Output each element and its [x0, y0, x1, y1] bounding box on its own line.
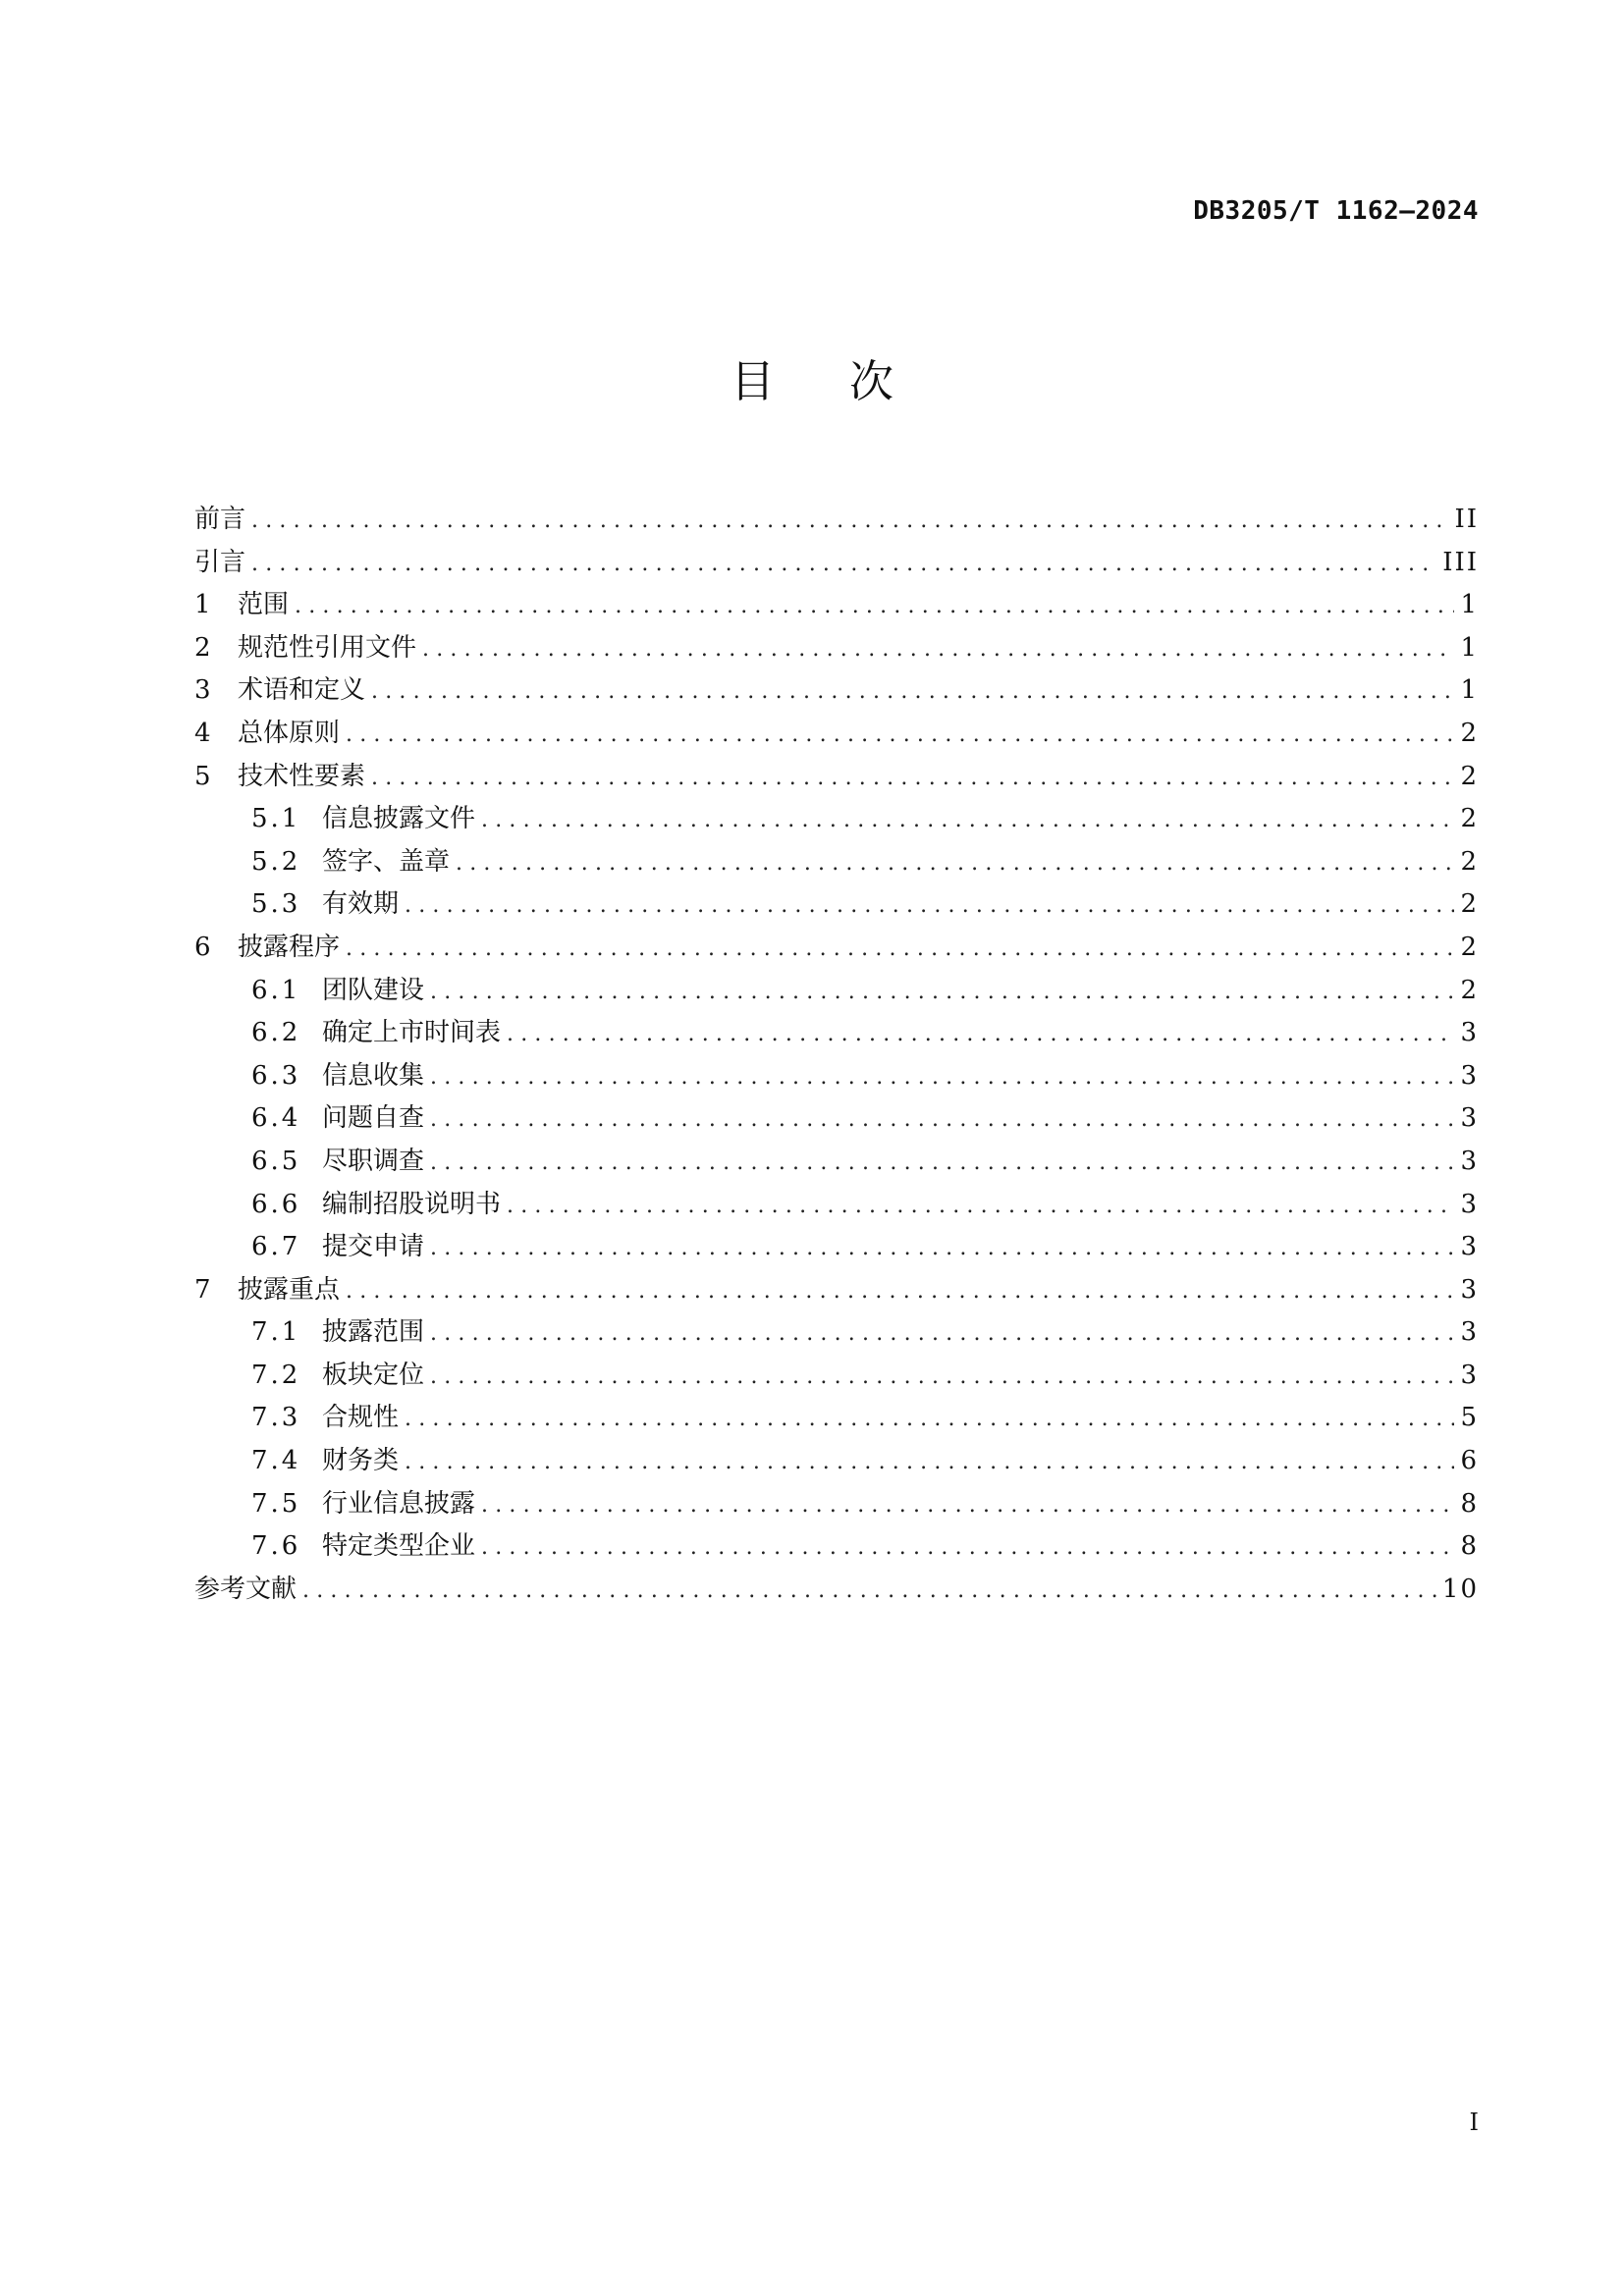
toc-entry-title: 前言: [194, 505, 246, 534]
toc-leader-dots: [430, 1227, 1454, 1270]
toc-entry-title: 有效期: [322, 889, 400, 920]
toc-entry-page: 5: [1460, 1403, 1479, 1433]
toc-entry-title: 引言: [194, 547, 246, 577]
toc-entry-number: 6.5: [251, 1146, 301, 1176]
toc-entry-title: 范围: [238, 590, 290, 620]
toc-leader-dots: [507, 1185, 1454, 1228]
toc-entry-page: 3: [1460, 1317, 1479, 1348]
toc-leader-dots: [251, 543, 1436, 586]
toc-entry[interactable]: [194, 927, 1479, 970]
toc-entry[interactable]: [194, 627, 1479, 670]
toc-entry-title: 提交申请: [322, 1232, 425, 1262]
toc-entry-page: 2: [1460, 932, 1479, 962]
toc-entry-title: 合规性: [322, 1403, 400, 1433]
toc-entry[interactable]: [194, 584, 1479, 627]
toc-leader-dots: [405, 1441, 1454, 1484]
toc-entry-number: 6.6: [251, 1189, 301, 1219]
toc-entry[interactable]: [194, 1184, 1479, 1227]
toc-entry[interactable]: [194, 499, 1479, 542]
toc-leader-dots: [295, 585, 1454, 628]
toc-leader-dots: [371, 757, 1454, 800]
toc-entry-number: 7.2: [251, 1360, 301, 1390]
toc-entry-title: 编制招股说明书: [322, 1189, 502, 1219]
toc-entry-page: 3: [1460, 1103, 1479, 1134]
toc-leader-dots: [481, 1526, 1454, 1570]
toc-entry[interactable]: [194, 798, 1479, 841]
toc-entry-page: 2: [1460, 889, 1479, 920]
toc-entry-number: 7.6: [251, 1531, 301, 1562]
toc-leader-dots: [346, 928, 1454, 971]
toc-entry[interactable]: [194, 1226, 1479, 1269]
toc-entry-page: 3: [1460, 1232, 1479, 1262]
toc-entry-page: 3: [1460, 1189, 1479, 1219]
toc-entry-title: 行业信息披露: [322, 1488, 476, 1519]
document-code: DB3205/T 1162—2024: [1193, 196, 1479, 226]
toc-entry-number: 2: [194, 632, 211, 663]
toc-leader-dots: [456, 842, 1454, 885]
toc-leader-dots: [430, 1356, 1454, 1399]
toc-entry-number: 3: [194, 675, 211, 706]
toc-leader-dots: [481, 799, 1454, 842]
toc-entry-number: 1: [194, 590, 211, 620]
toc-entry-page: 6: [1460, 1446, 1479, 1476]
toc-entry[interactable]: [194, 1311, 1479, 1355]
toc-entry-title: 信息披露文件: [322, 804, 476, 834]
toc-entry-page: 1: [1460, 590, 1479, 620]
toc-entry-number: 6.4: [251, 1103, 301, 1134]
toc-entry-number: 5.3: [251, 889, 301, 920]
toc-entry[interactable]: [194, 542, 1479, 585]
toc-entry[interactable]: [194, 1097, 1479, 1141]
toc-entry-page: 2: [1460, 846, 1479, 877]
toc-entry-title: 参考文献: [194, 1574, 298, 1604]
toc-entry-title: 披露程序: [238, 932, 341, 962]
toc-entry-title: 披露重点: [238, 1274, 341, 1305]
toc-entry-page: 1: [1460, 675, 1479, 706]
toc-leader-dots: [405, 884, 1454, 928]
toc-entry-title: 术语和定义: [238, 675, 366, 706]
toc-leader-dots: [430, 1098, 1454, 1142]
page-number: I: [1469, 2109, 1479, 2136]
toc-entry[interactable]: [194, 883, 1479, 927]
toc-entry-page: 2: [1460, 975, 1479, 1005]
toc-entry-page: 3: [1460, 1274, 1479, 1305]
toc-leader-dots: [422, 628, 1454, 671]
toc-entry-number: 7.5: [251, 1488, 301, 1519]
toc-entry[interactable]: [194, 713, 1479, 756]
toc-entry[interactable]: [194, 1569, 1479, 1612]
toc-entry[interactable]: [194, 1355, 1479, 1398]
toc-leader-dots: [430, 1312, 1454, 1356]
toc-entry[interactable]: [194, 1483, 1479, 1526]
toc-entry-title: 签字、盖章: [322, 846, 451, 877]
toc-entry-number: 6.1: [251, 975, 301, 1005]
toc-entry-page: 3: [1460, 1360, 1479, 1390]
toc-entry[interactable]: [194, 1269, 1479, 1312]
toc-entry-page: 3: [1460, 1018, 1479, 1048]
toc-entry-number: 5: [194, 761, 211, 791]
toc-entry-title: 披露范围: [322, 1317, 425, 1348]
toc-leader-dots: [405, 1398, 1454, 1441]
toc-entry-title: 特定类型企业: [322, 1531, 476, 1562]
toc-entry-number: 6.3: [251, 1060, 301, 1091]
toc-entry-page: 8: [1460, 1488, 1479, 1519]
toc-entry-number: 5.1: [251, 804, 301, 834]
toc-entry[interactable]: [194, 1397, 1479, 1440]
toc-entry-title: 板块定位: [322, 1360, 425, 1390]
toc-entry-number: 6.2: [251, 1018, 301, 1048]
toc-entry-number: 4: [194, 718, 211, 748]
toc-entry[interactable]: [194, 1055, 1479, 1098]
toc-entry-number: 6: [194, 932, 211, 962]
toc-entry-number: 6.7: [251, 1232, 301, 1262]
toc-leader-dots: [346, 714, 1454, 757]
toc-entry-page: 3: [1460, 1146, 1479, 1176]
toc-entry[interactable]: [194, 1141, 1479, 1184]
toc-entry-title: 问题自查: [322, 1103, 425, 1134]
page-title: 目次: [730, 355, 968, 407]
toc-entry-page: 2: [1460, 804, 1479, 834]
toc-leader-dots: [251, 500, 1448, 543]
toc-entry-page: II: [1454, 505, 1479, 534]
toc-entry-number: 7.4: [251, 1446, 301, 1476]
toc-entry-title: 团队建设: [322, 975, 425, 1005]
toc-entry-number: 5.2: [251, 846, 301, 877]
toc-entry-page: 1: [1460, 632, 1479, 663]
toc-entry-title: 尽职调查: [322, 1146, 425, 1176]
toc-entry-page: 10: [1441, 1574, 1479, 1604]
toc-entry-title: 总体原则: [238, 718, 341, 748]
toc-entry-title: 技术性要素: [238, 761, 366, 791]
toc-entry[interactable]: [194, 1525, 1479, 1569]
toc-leader-dots: [346, 1270, 1454, 1313]
toc-entry-title: 确定上市时间表: [322, 1018, 502, 1048]
toc-entry[interactable]: [194, 841, 1479, 884]
toc-leader-dots: [371, 670, 1454, 714]
toc-entry-page: 3: [1460, 1060, 1479, 1091]
toc-entry-title: 规范性引用文件: [238, 632, 417, 663]
toc-entry-number: 7.3: [251, 1403, 301, 1433]
toc-leader-dots: [481, 1484, 1454, 1527]
toc-entry-page: 2: [1460, 761, 1479, 791]
toc-leader-dots: [430, 971, 1454, 1014]
toc-leader-dots: [507, 1013, 1454, 1056]
toc-entry[interactable]: [194, 1012, 1479, 1055]
toc-entry-title: 信息收集: [322, 1060, 425, 1091]
toc-leader-dots: [302, 1570, 1436, 1613]
toc-entry-title: 财务类: [322, 1446, 400, 1476]
toc-entry-number: 7: [194, 1274, 211, 1305]
toc-entry[interactable]: [194, 970, 1479, 1013]
toc-entry[interactable]: [194, 669, 1479, 713]
toc-entry-page: III: [1442, 547, 1479, 577]
toc-entry-number: 7.1: [251, 1317, 301, 1348]
toc-entry[interactable]: [194, 756, 1479, 799]
toc-entry-page: 2: [1460, 718, 1479, 748]
toc-leader-dots: [430, 1142, 1454, 1185]
toc-entry[interactable]: [194, 1440, 1479, 1483]
toc-leader-dots: [430, 1056, 1454, 1099]
table-of-contents: [194, 499, 1479, 1611]
toc-entry-page: 8: [1460, 1531, 1479, 1562]
